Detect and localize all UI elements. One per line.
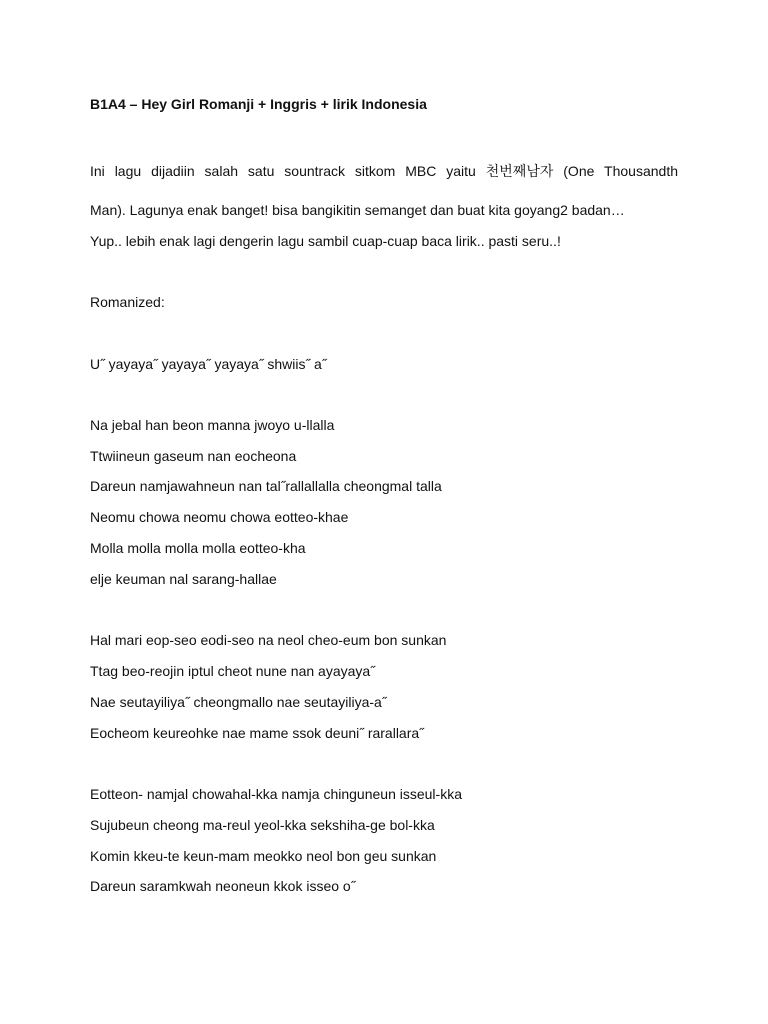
lyric-line: Eotteon- namjal chowahal-kka namja chinguneun isseul-kka	[90, 786, 462, 802]
lyric-line: Ttwiineun gaseum nan eocheona	[90, 448, 297, 464]
lyric-line: Komin kkeu-te keun-mam meokko neol bon geu sunkan	[90, 848, 437, 864]
document-title: B1A4 – Hey Girl Romanji + Inggris + lirik Indonesia	[90, 96, 427, 112]
lyric-line: Na jebal han beon manna jwoyo u-llalla	[90, 417, 335, 433]
lyric-line: Eocheom keureohke nae mame ssok deuni˝ rarallara˝	[90, 725, 424, 741]
intro-line-3: Yup.. lebih enak lagi dengerin lagu sambil cuap-cuap baca lirik.. pasti seru..!	[90, 233, 561, 249]
lyric-line: elje keuman nal sarang-hallae	[90, 571, 277, 587]
lyric-line: U˝ yayaya˝ yayaya˝ yayaya˝ shwiis˝ a˝	[90, 356, 327, 372]
lyric-line: Molla molla molla molla eotteo-kha	[90, 540, 306, 556]
lyric-line: Neomu chowa neomu chowa eotteo-khae	[90, 509, 349, 525]
lyric-line: Sujubeun cheong ma-reul yeol-kka sekshiha-ge bol-kka	[90, 817, 435, 833]
intro-line-2: Man). Lagunya enak banget! bisa bangikitin semanget dan buat kita goyang2 badan…	[90, 202, 625, 218]
lyric-line: Dareun namjawahneun nan tal˝rallallalla cheongmal talla	[90, 478, 442, 494]
section-label: Romanized:	[90, 294, 165, 310]
lyric-line: Dareun saramkwah neoneun kkok isseo o˝	[90, 878, 356, 894]
lyric-line: Nae seutayiliya˝ cheongmallo nae seutayiliya-a˝	[90, 694, 387, 710]
intro-line-1: Ini lagu dijadiin salah satu sountrack sitkom MBC yaitu 천번째남자 (One Thousandth	[90, 163, 678, 179]
lyric-line: Ttag beo-reojin iptul cheot nune nan ayayaya˝	[90, 663, 375, 679]
lyric-line: Hal mari eop-seo eodi-seo na neol cheo-eum bon sunkan	[90, 632, 447, 648]
